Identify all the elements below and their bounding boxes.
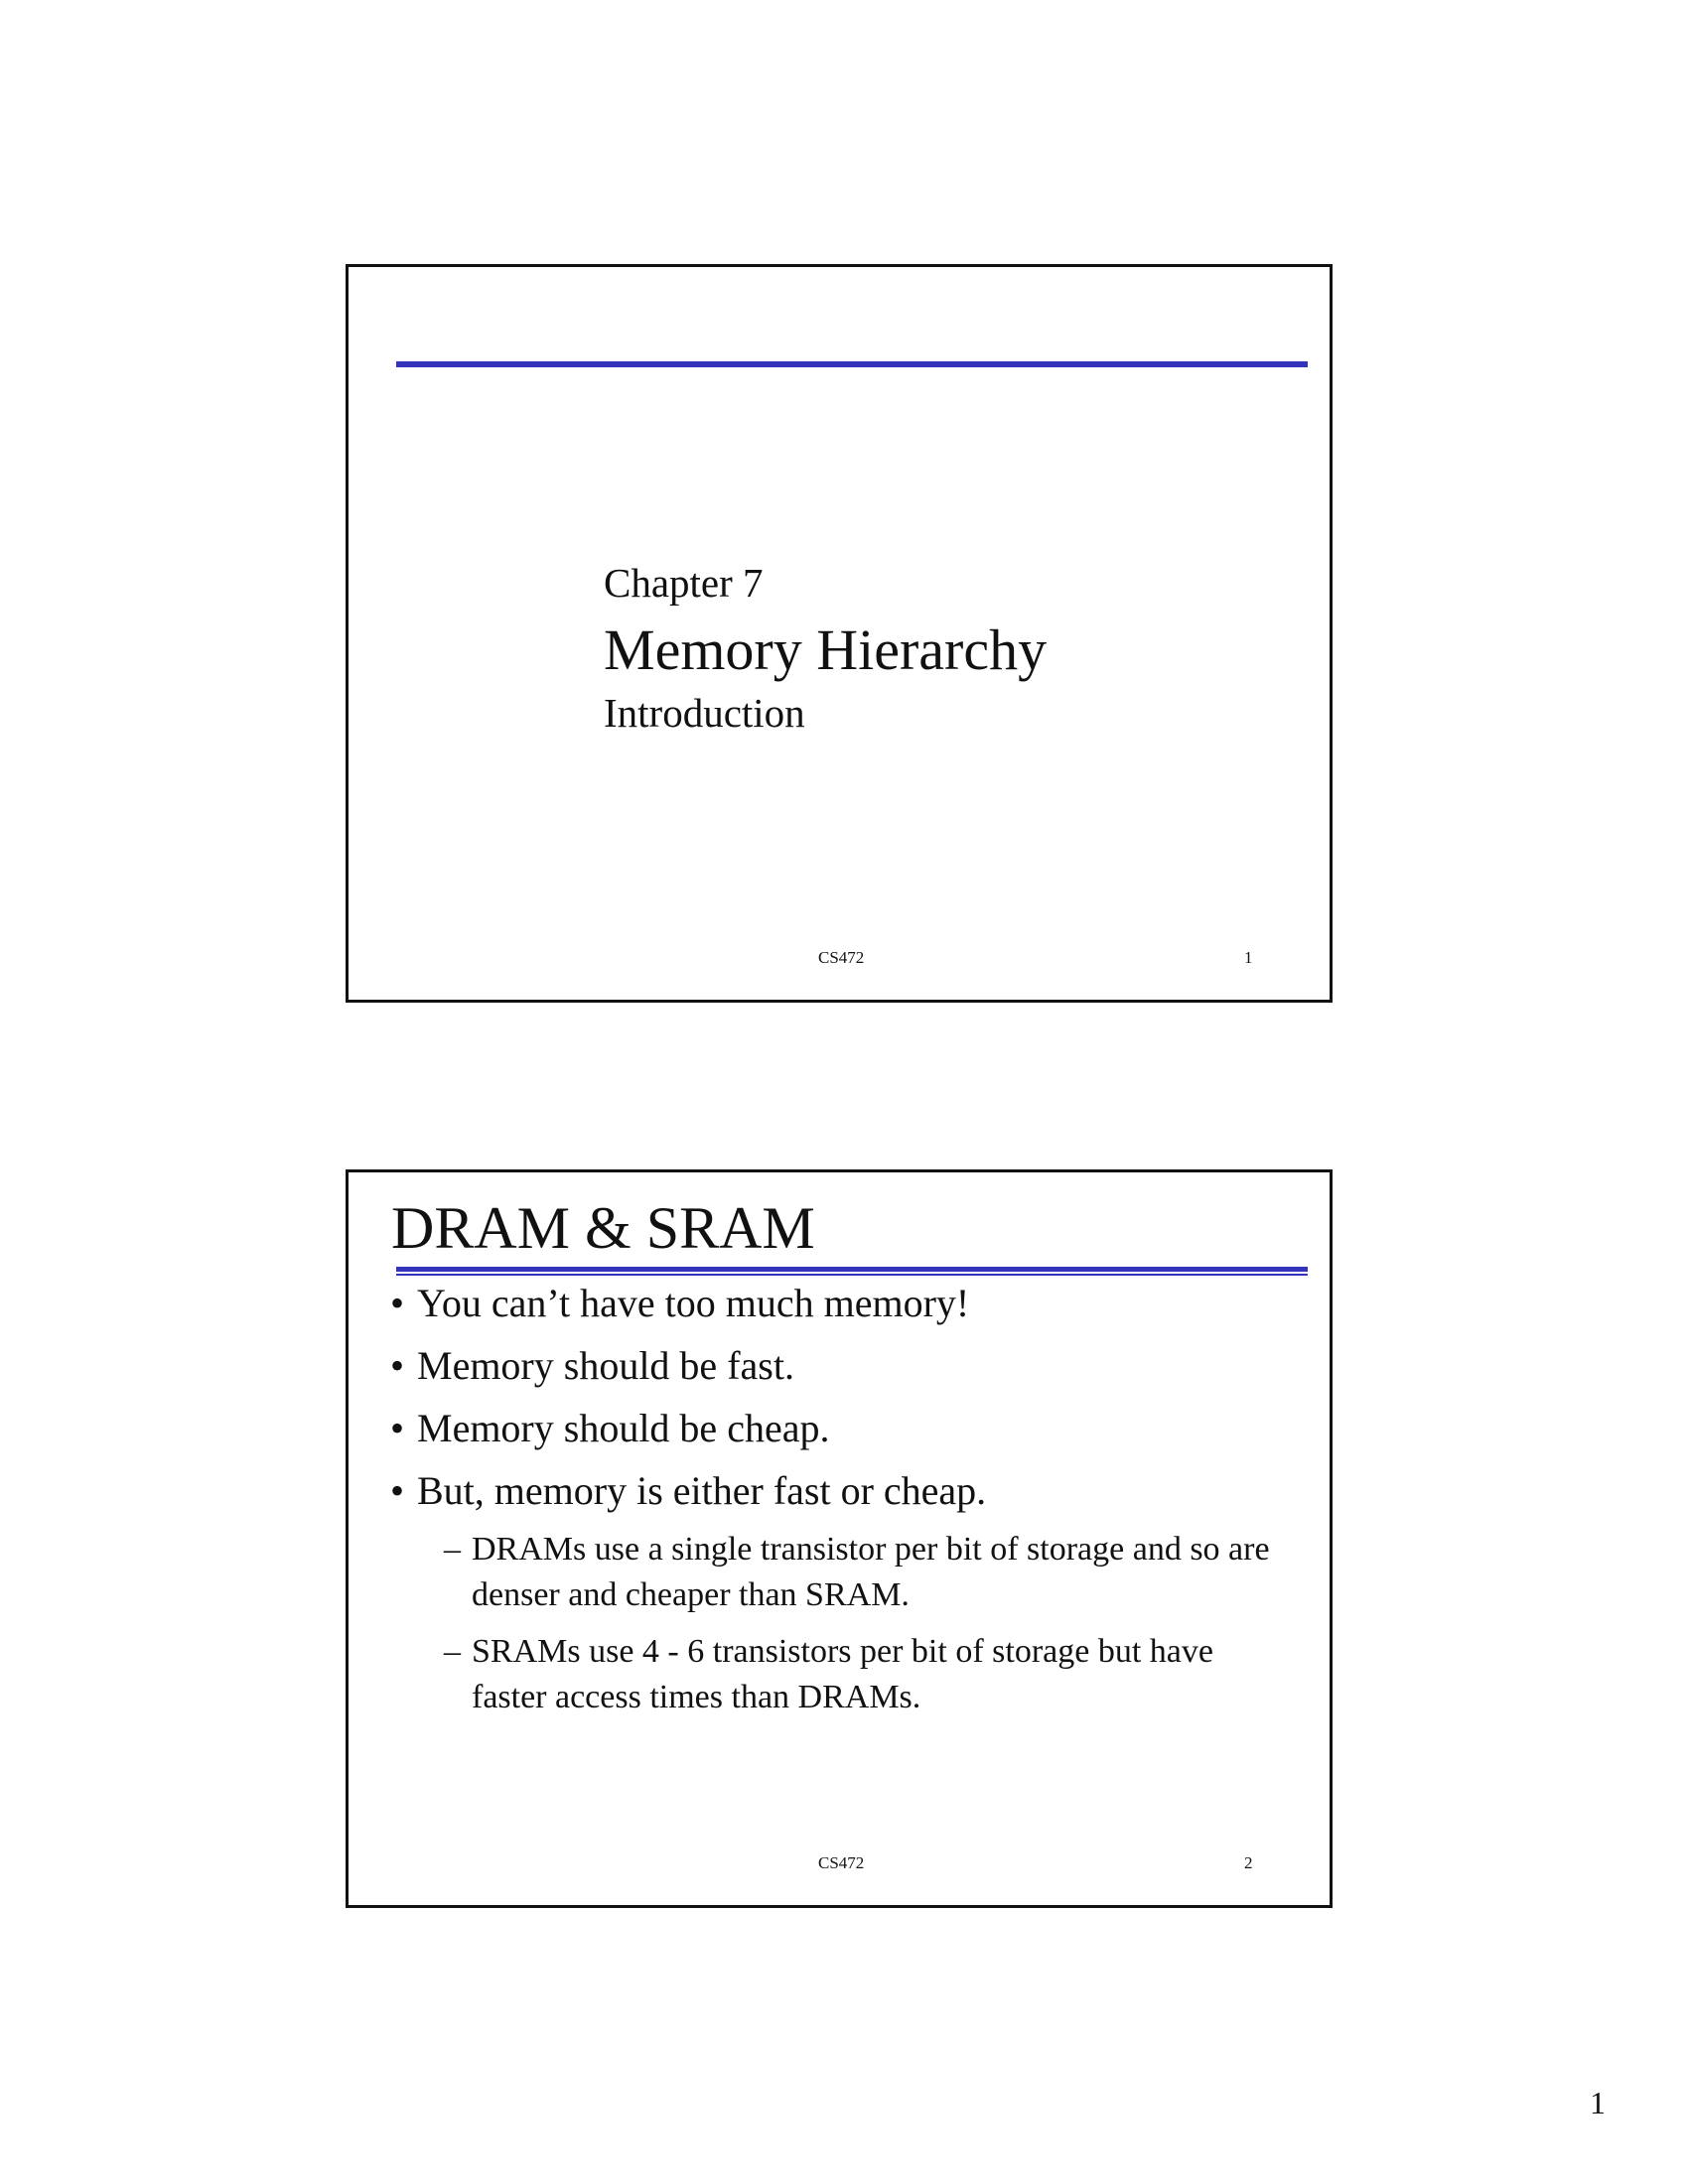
- bullet-marker: •: [390, 1343, 405, 1388]
- footer-course: CS472: [818, 1853, 865, 1872]
- bullet-marker: •: [390, 1468, 405, 1513]
- bullet-marker: •: [390, 1281, 405, 1325]
- subbullet-text: SRAMs use 4 - 6 transistors per bit of storage but have faster access times than DRAMs.: [472, 1633, 1213, 1715]
- subbullet-marker: –: [444, 1531, 461, 1568]
- title-rule: [396, 361, 1308, 367]
- slide-subtitle: Introduction: [604, 690, 805, 736]
- subbullet-text: DRAMs use a single transistor per bit of storage and so are denser and cheaper than SRAM.: [472, 1531, 1270, 1613]
- bullet-item: [390, 1280, 1304, 1327]
- bullet-text: But, memory is either fast or cheap.: [417, 1468, 987, 1513]
- page-number: 1: [1590, 2085, 1606, 2120]
- subbullet-item: [444, 1629, 1288, 1720]
- chapter-label: Chapter 7: [604, 560, 764, 606]
- subbullet-group: [390, 1527, 1304, 1720]
- footer-slide-number: 2: [1244, 1853, 1253, 1872]
- bullet-text: You can’t have too much memory!: [417, 1281, 970, 1325]
- subbullet-list: [390, 1527, 1304, 1720]
- bullet-item: [390, 1405, 1304, 1452]
- footer-slide-number: 1: [1244, 948, 1253, 967]
- bullet-item: [390, 1467, 1304, 1515]
- bullet-item: [390, 1342, 1304, 1390]
- heading-rule-thin: [396, 1274, 1308, 1276]
- heading-rule: [396, 1267, 1308, 1275]
- slide-2: [346, 1169, 1333, 1908]
- subbullet-marker: –: [444, 1633, 461, 1670]
- slide-heading: DRAM & SRAM: [391, 1195, 815, 1261]
- bullet-text: Memory should be fast.: [417, 1343, 794, 1388]
- bullet-marker: •: [390, 1406, 405, 1450]
- heading-rule-thick: [396, 1267, 1308, 1272]
- slide-title: Memory Hierarchy: [604, 617, 1048, 682]
- bullet-list: [390, 1280, 1304, 1731]
- bullet-text: Memory should be cheap.: [417, 1406, 830, 1450]
- slide-1: [346, 264, 1333, 1003]
- footer-course: CS472: [818, 948, 865, 967]
- title-block: [604, 560, 1048, 736]
- subbullet-item: [444, 1527, 1288, 1618]
